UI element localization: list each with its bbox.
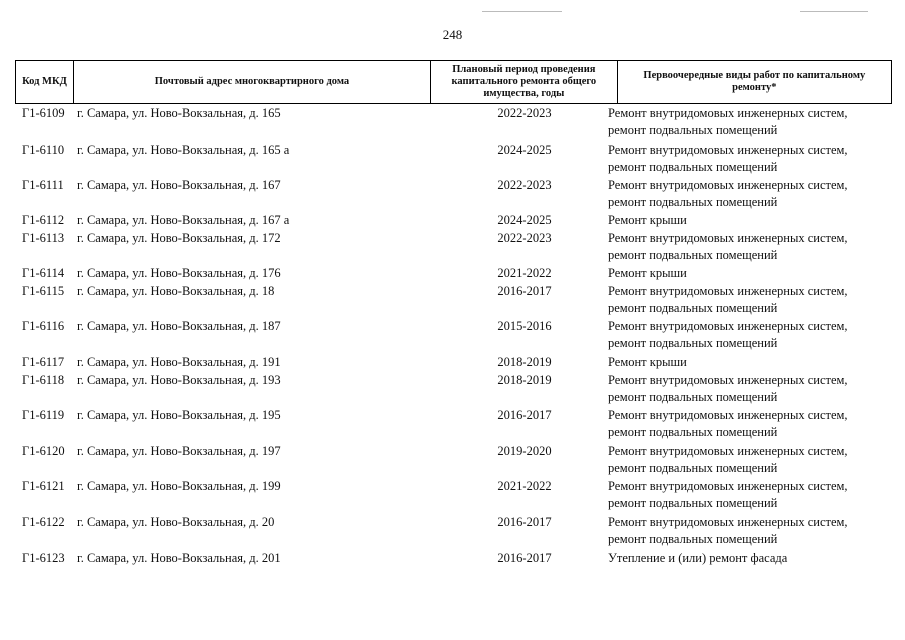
row-period: 2016-2017 xyxy=(497,408,552,422)
table-header xyxy=(15,60,892,104)
row-works: Ремонт внутридомовых инженерных систем, ремонт подвальных помещений xyxy=(608,408,848,439)
row-works: Ремонт крыши xyxy=(608,266,687,280)
row-address: г. Самара, ул. Ново-Вокзальная, д. 172 xyxy=(77,231,281,245)
row-code: Г1-6118 xyxy=(22,373,65,387)
row-code: Г1-6119 xyxy=(22,408,65,422)
row-works: Ремонт внутридомовых инженерных систем, ремонт подвальных помещений xyxy=(608,178,848,209)
page-number: 248 xyxy=(442,27,463,42)
row-code: Г1-6120 xyxy=(22,444,65,458)
row-code: Г1-6112 xyxy=(22,213,65,227)
row-address: г. Самара, ул. Ново-Вокзальная, д. 176 xyxy=(77,266,281,280)
row-address: г. Самара, ул. Ново-Вокзальная, д. 18 xyxy=(77,284,275,298)
row-works: Ремонт внутридомовых инженерных систем, ремонт подвальных помещений xyxy=(608,319,848,350)
row-period: 2018-2019 xyxy=(497,373,552,387)
row-works: Ремонт внутридомовых инженерных систем, ремонт подвальных помещений xyxy=(608,444,848,475)
row-period: 2022-2023 xyxy=(497,231,552,245)
row-address: г. Самара, ул. Ново-Вокзальная, д. 201 xyxy=(77,551,281,565)
row-address: г. Самара, ул. Ново-Вокзальная, д. 167 а xyxy=(77,213,290,227)
row-period: 2021-2022 xyxy=(497,266,552,280)
row-period: 2016-2017 xyxy=(497,515,552,529)
row-address: г. Самара, ул. Ново-Вокзальная, д. 187 xyxy=(77,319,281,333)
row-period: 2022-2023 xyxy=(497,178,552,192)
header-address: Почтовый адрес многоквартирного дома xyxy=(74,61,431,103)
row-works: Ремонт крыши xyxy=(608,355,687,369)
header-code: Код МКД xyxy=(16,61,74,103)
row-period: 2024-2025 xyxy=(497,143,552,157)
row-code: Г1-6122 xyxy=(22,515,65,529)
header-period: Плановый период проведения капитального ремонта общего имущества, годы xyxy=(431,61,618,103)
row-code: Г1-6115 xyxy=(22,284,65,298)
row-works: Ремонт внутридомовых инженерных систем, ремонт подвальных помещений xyxy=(608,143,848,174)
row-code: Г1-6123 xyxy=(22,551,65,565)
row-address: г. Самара, ул. Ново-Вокзальная, д. 165 а xyxy=(77,143,290,157)
row-period: 2016-2017 xyxy=(497,551,552,565)
row-period: 2021-2022 xyxy=(497,479,552,493)
row-period: 2024-2025 xyxy=(497,213,552,227)
row-address: г. Самара, ул. Ново-Вокзальная, д. 20 xyxy=(77,515,275,529)
row-works: Ремонт внутридомовых инженерных систем, ремонт подвальных помещений xyxy=(608,106,848,137)
row-period: 2018-2019 xyxy=(497,355,552,369)
row-period: 2019-2020 xyxy=(497,444,552,458)
row-works: Ремонт внутридомовых инженерных систем, ремонт подвальных помещений xyxy=(608,479,848,510)
row-code: Г1-6117 xyxy=(22,355,65,369)
scan-artifact xyxy=(800,11,868,12)
row-address: г. Самара, ул. Ново-Вокзальная, д. 195 xyxy=(77,408,281,422)
row-code: Г1-6110 xyxy=(22,143,65,157)
row-period: 2016-2017 xyxy=(497,284,552,298)
row-works: Ремонт крыши xyxy=(608,213,687,227)
row-works: Ремонт внутридомовых инженерных систем, ремонт подвальных помещений xyxy=(608,231,848,262)
row-code: Г1-6116 xyxy=(22,319,65,333)
row-period: 2022-2023 xyxy=(497,106,552,120)
row-period: 2015-2016 xyxy=(497,319,552,333)
row-code: Г1-6109 xyxy=(22,106,65,120)
row-address: г. Самара, ул. Ново-Вокзальная, д. 199 xyxy=(77,479,281,493)
header-works: Первоочередные виды работ по капитальному ремонту* xyxy=(643,70,866,93)
row-address: г. Самара, ул. Ново-Вокзальная, д. 191 xyxy=(77,355,281,369)
row-works: Ремонт внутридомовых инженерных систем, ремонт подвальных помещений xyxy=(608,373,848,404)
row-address: г. Самара, ул. Ново-Вокзальная, д. 167 xyxy=(77,178,281,192)
row-works: Ремонт внутридомовых инженерных систем, ремонт подвальных помещений xyxy=(608,515,848,546)
row-code: Г1-6114 xyxy=(22,266,65,280)
row-code: Г1-6121 xyxy=(22,479,65,493)
row-address: г. Самара, ул. Ново-Вокзальная, д. 197 xyxy=(77,444,281,458)
row-works: Ремонт внутридомовых инженерных систем, ремонт подвальных помещений xyxy=(608,284,848,315)
scan-artifact xyxy=(482,11,562,12)
row-address: г. Самара, ул. Ново-Вокзальная, д. 165 xyxy=(77,106,281,120)
row-address: г. Самара, ул. Ново-Вокзальная, д. 193 xyxy=(77,373,281,387)
row-works: Утепление и (или) ремонт фасада xyxy=(608,551,788,565)
row-code: Г1-6113 xyxy=(22,231,65,245)
row-code: Г1-6111 xyxy=(22,178,64,192)
